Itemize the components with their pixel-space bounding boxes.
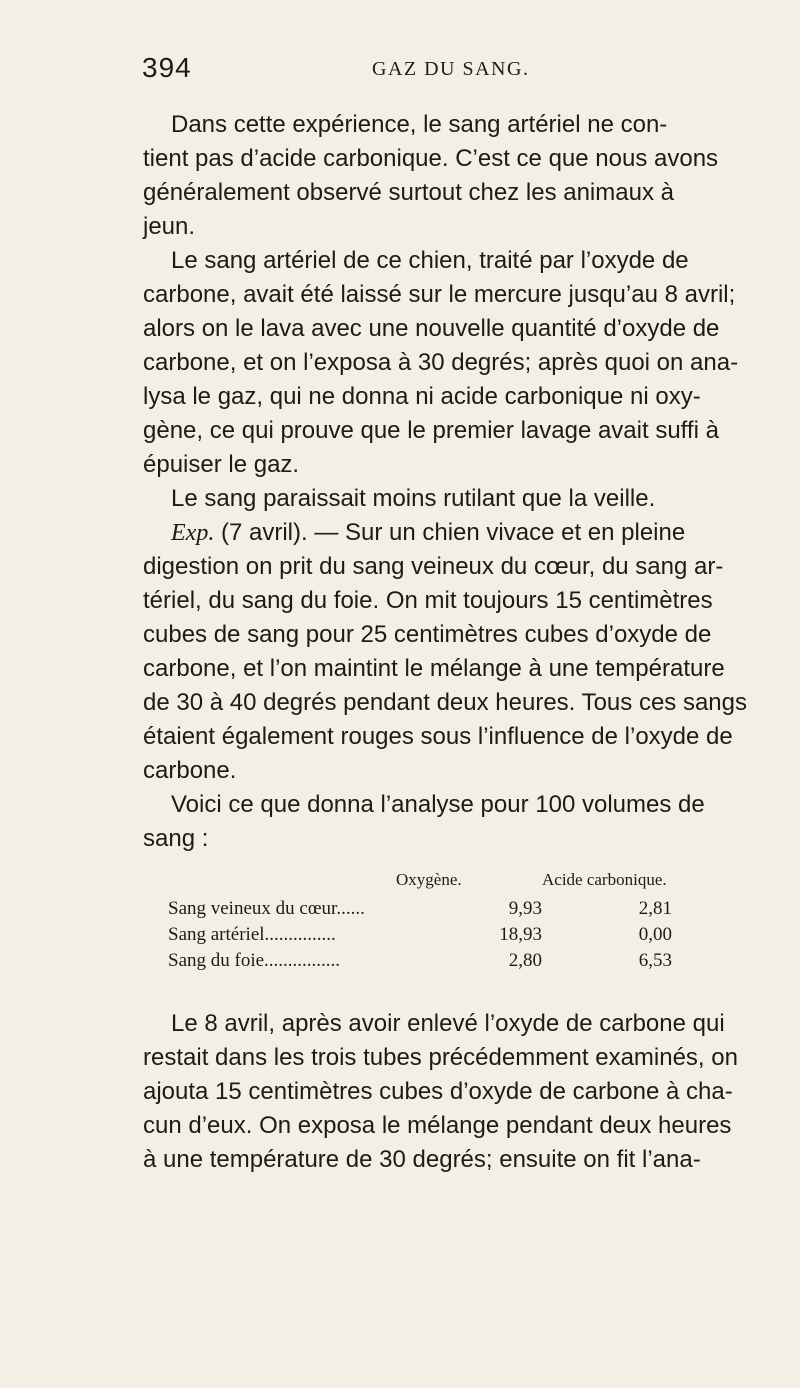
table-row <box>168 924 748 946</box>
text-line: Dans cette expérience, le sang artériel ne con- <box>171 111 668 138</box>
text-line: épuiser le gaz. <box>143 451 300 478</box>
table-header-oxygene: Oxygène. <box>396 870 462 889</box>
exp-label: Exp. <box>171 520 215 546</box>
text-line: digestion on prit du sang veineux du cœur, du sang ar- <box>143 553 724 580</box>
text-line: carbone. <box>143 757 237 784</box>
text-line: Le 8 avril, après avoir enlevé l’oxyde de carbone qui <box>171 1010 725 1037</box>
table-row <box>168 898 748 920</box>
text-line-rest: (7 avril). — Sur un chien vivace et en pleine <box>220 519 686 546</box>
text-line: sang : <box>143 825 209 852</box>
text-line: restait dans les trois tubes précédemment examinés, on <box>143 1044 738 1071</box>
oxygene-value: 2,80 <box>508 950 542 971</box>
running-head: GAZ DU SANG. <box>372 58 530 80</box>
text-line: tient pas d’acide carbonique. C’est ce que nous avons <box>143 145 719 172</box>
acide-value: 2,81 <box>638 898 672 919</box>
text-line: carbone, avait été laissé sur le mercure jusqu’au 8 avril; <box>143 281 736 308</box>
text-line: de 30 à 40 degrés pendant deux heures. Tous ces sangs <box>143 689 747 716</box>
row-label: Sang artériel............... <box>168 924 336 945</box>
table-row <box>168 950 748 972</box>
text-line: lysa le gaz, qui ne donna ni acide carbonique ni oxy- <box>143 383 701 410</box>
text-line: gène, ce qui prouve que le premier lavage avait suffi à <box>143 417 719 444</box>
row-label: Sang veineux du cœur...... <box>168 898 365 919</box>
text-line: tériel, du sang du foie. On mit toujours 15 centimètres <box>143 587 713 614</box>
oxygene-value: 9,93 <box>508 898 542 919</box>
table-header-acide: Acide carbonique. <box>542 870 667 889</box>
acide-value: 6,53 <box>638 950 672 971</box>
text-line: Le sang paraissait moins rutilant que la veille. <box>171 485 656 512</box>
text-line: Voici ce que donna l’analyse pour 100 volumes de <box>171 791 705 818</box>
text-line <box>171 521 685 545</box>
text-line: cubes de sang pour 25 centimètres cubes d’oxyde de <box>143 621 712 648</box>
text-line: alors on le lava avec une nouvelle quantité d’oxyde de <box>143 315 720 342</box>
text-line: généralement observé surtout chez les animaux à <box>143 179 674 206</box>
text-line: à une température de 30 degrés; ensuite on fit l’ana- <box>143 1146 701 1173</box>
page-number: 394 <box>142 52 192 83</box>
text-line: jeun. <box>143 213 196 240</box>
page-header <box>142 52 742 92</box>
text-line: étaient également rouges sous l’influence de l’oxyde de <box>143 723 733 750</box>
oxygene-value: 18,93 <box>499 924 542 945</box>
text-line: Le sang artériel de ce chien, traité par l’oxyde de <box>171 247 689 274</box>
text-line: carbone, et on l’exposa à 30 degrés; après quoi on ana- <box>143 349 739 376</box>
text-line: cun d’eux. On exposa le mélange pendant deux heures <box>143 1112 732 1139</box>
acide-value: 0,00 <box>638 924 672 945</box>
row-label: Sang du foie................ <box>168 950 341 971</box>
text-line: carbone, et l’on maintint le mélange à une température <box>143 655 725 682</box>
text-line: ajouta 15 centimètres cubes d’oxyde de carbone à cha- <box>143 1078 733 1105</box>
